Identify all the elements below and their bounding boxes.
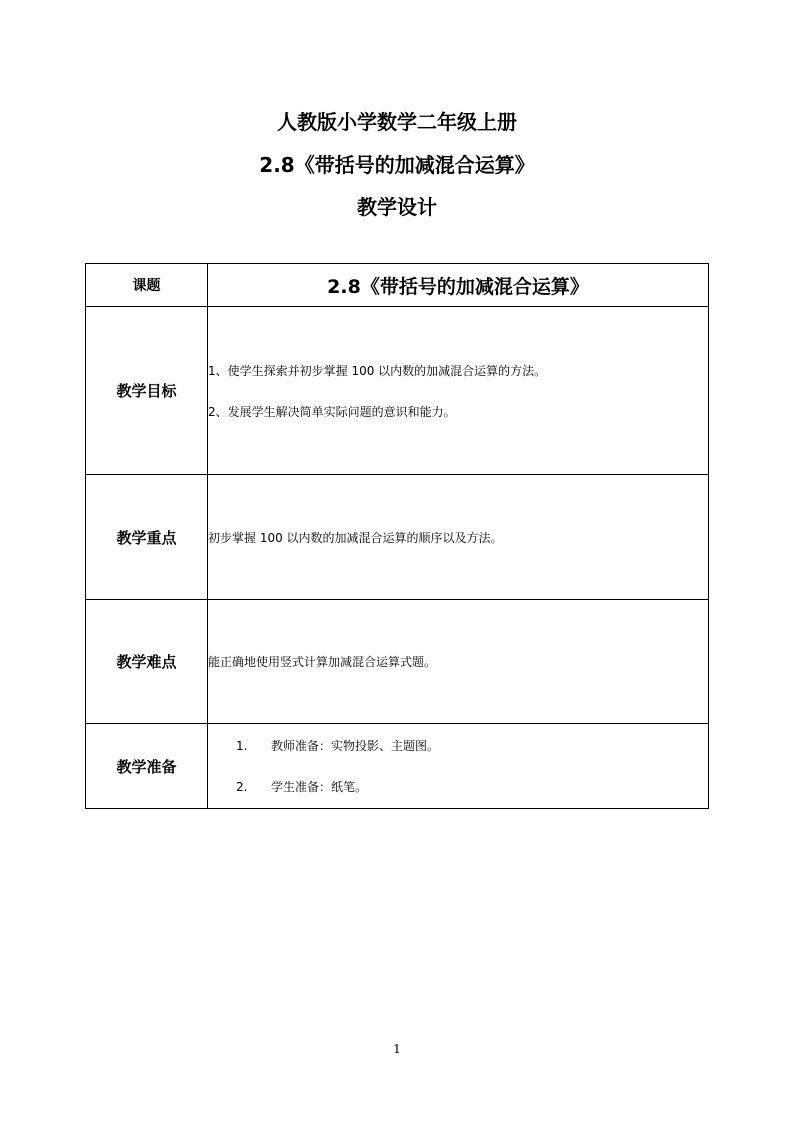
lesson-title: 2.8《带括号的加减混合运算》 (259, 153, 535, 177)
list-item-number: 1. (236, 738, 248, 753)
document-subtitle: 教学设计 (357, 195, 437, 219)
list-item-number: 2. (236, 779, 248, 794)
table-row-goals (86, 307, 709, 475)
goals-label: 教学目标 (86, 307, 208, 475)
goal-item: 2、发展学生解决简单实际问题的意识和能力。 (208, 405, 456, 419)
list-item-text: 教师准备：实物投影、主题图。 (271, 738, 440, 753)
topic-value: 2.8《带括号的加减混合运算》 (208, 264, 709, 307)
key-points-content: 初步掌握 100 以内数的加减混合运算的顺序以及方法。 (208, 475, 709, 600)
list-item (216, 777, 708, 797)
table-row-topic (86, 264, 709, 307)
difficulty-content: 能正确地使用竖式计算加减混合运算式题。 (208, 600, 709, 724)
table-row-preparation (86, 724, 709, 809)
preparation-content (208, 724, 709, 809)
topic-label: 课题 (86, 264, 208, 307)
table-row-difficulty (86, 600, 709, 724)
lesson-plan-table (85, 263, 709, 809)
preparation-label: 教学准备 (86, 724, 208, 809)
list-item (216, 736, 708, 756)
goal-item: 1、使学生探索并初步掌握 100 以内数的加减混合运算的方法。 (208, 364, 547, 378)
key-points-label: 教学重点 (86, 475, 208, 600)
difficulty-label: 教学难点 (86, 600, 208, 724)
list-item-text: 学生准备：纸笔。 (271, 779, 368, 794)
page-number: 1 (393, 1042, 401, 1056)
table-row-key-points (86, 475, 709, 600)
goals-content (208, 307, 709, 475)
document-title: 人教版小学数学二年级上册 (277, 110, 517, 134)
